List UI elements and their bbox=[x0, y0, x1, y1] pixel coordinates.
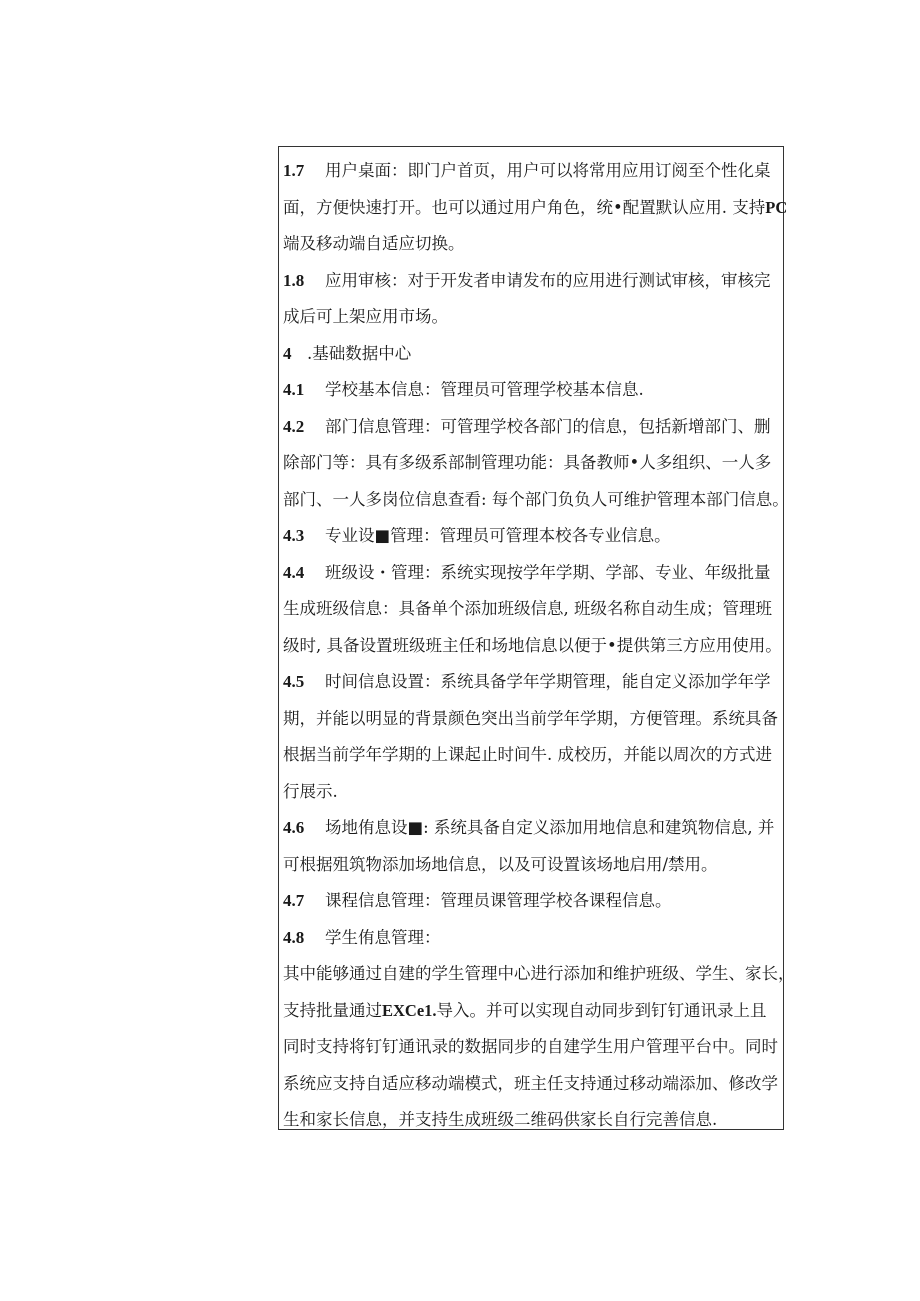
line-text: .基础数据中心 bbox=[307, 343, 412, 363]
text-line bbox=[283, 847, 779, 884]
text-line bbox=[283, 226, 779, 263]
line-text: 支持批量通过 bbox=[283, 1000, 382, 1020]
section-number: 4.1 bbox=[283, 380, 305, 399]
section-number: 4.4 bbox=[283, 562, 305, 582]
section-number: 4.3 bbox=[283, 526, 305, 545]
section-number: 4.5 bbox=[283, 672, 305, 691]
line-bold-text: PC bbox=[765, 197, 788, 217]
text-line bbox=[283, 810, 779, 847]
text-line bbox=[283, 445, 779, 482]
line-text: 面，方便快速打开。也可以通过用户角色，统•配置默认应用. 支持 bbox=[283, 197, 766, 217]
text-line bbox=[283, 190, 788, 227]
line-text: 根据当前学年学期的上课起止时间牛. 成校历，并能以周次的方式进 bbox=[283, 745, 772, 764]
text-line bbox=[283, 336, 779, 373]
line-text: 导入。并可以实现自动同步到钉钉通讯录上且 bbox=[436, 1000, 767, 1020]
line-text: 部门信息管理：可管理学校各部门的信息，包括新增部门、删 bbox=[325, 416, 771, 436]
line-text: 除部门等：具有多级系部制管理功能：具备教师•人多组织、一人多 bbox=[283, 453, 772, 472]
text-line bbox=[283, 591, 779, 628]
text-line bbox=[283, 993, 779, 1030]
line-text: 部门、一人多岗位信息查看: 每个部门负负人可维护管理本部门信息。 bbox=[283, 489, 789, 509]
section-number: 1.8 bbox=[283, 270, 305, 290]
line-text: 级时, 具备设置班级班主任和场地信息以便于•提供第三方应用使用。 bbox=[283, 635, 782, 655]
line-bold-text: EXCe1. bbox=[382, 1000, 437, 1020]
line-text: 同时支持将钉钉通讯录的数据同步的自建学生用户管理平台中。同时 bbox=[283, 1037, 778, 1056]
text-line bbox=[283, 482, 789, 519]
text-line bbox=[283, 956, 795, 993]
line-text: 班级设・管理：系统实现按学年学期、学部、专业、年级批量 bbox=[325, 562, 771, 582]
text-line bbox=[283, 555, 779, 592]
line-text: 端及移动端自适应切换。 bbox=[283, 234, 465, 253]
line-text: 期，并能以明显的背景颜色突出当前学年学期，方便管理。系统具备 bbox=[283, 708, 778, 728]
line-text: 专业设■管理：管理员可管理本校各专业信息。 bbox=[325, 526, 671, 545]
line-text: 应用审核：对于开发者申请发布的应用进行测试审核，审核完 bbox=[325, 270, 771, 290]
section-number: 1.7 bbox=[283, 161, 305, 180]
text-line bbox=[283, 299, 779, 336]
section-number: 4 bbox=[283, 343, 292, 363]
text-line bbox=[283, 409, 779, 446]
document-table-cell bbox=[278, 146, 795, 1130]
text-line bbox=[283, 920, 779, 957]
text-line bbox=[283, 372, 779, 409]
text-line bbox=[283, 774, 779, 811]
text-line bbox=[283, 701, 779, 738]
text-line bbox=[283, 263, 779, 300]
line-text: 其中能够通过自建的学生管理中心进行添加和维护班级、学生、家长， bbox=[283, 964, 795, 983]
section-number: 4.2 bbox=[283, 416, 305, 436]
line-text: 可根据殂筑物添加场地信息，以及可设置该场地启用/禁用。 bbox=[283, 854, 718, 874]
text-line bbox=[283, 1066, 779, 1103]
text-line bbox=[283, 737, 779, 774]
line-text: 生成班级信息：具备单个添加班级信息, 班级名称自动生成；管理班 bbox=[283, 599, 772, 618]
section-number: 4.8 bbox=[283, 927, 305, 947]
line-text: 成后可上架应用市场。 bbox=[283, 307, 448, 326]
line-text: 学生侑息管理： bbox=[325, 927, 441, 947]
text-line bbox=[283, 628, 782, 665]
line-text: 场地侑息设■: 系统具备自定义添加用地信息和建筑物信息, 并 bbox=[325, 818, 775, 837]
text-line bbox=[283, 1029, 779, 1066]
section-number: 4.6 bbox=[283, 818, 305, 837]
line-text: 生和家长信息，并支持生成班级二维码供家长自行完善信息. bbox=[283, 1110, 718, 1129]
text-line bbox=[283, 1102, 779, 1139]
section-number: 4.7 bbox=[283, 891, 305, 910]
text-line bbox=[283, 153, 779, 190]
line-text: 行展示. bbox=[283, 781, 338, 801]
line-text: 课程信息管理：管理员课管理学校各课程信息。 bbox=[325, 891, 672, 910]
line-text: 用户桌面：即门户首页，用户可以将常用应用订阅至个性化桌 bbox=[325, 161, 771, 180]
text-line bbox=[283, 883, 779, 920]
line-text: 时间信息设置：系统具备学年学期管理，能自定义添加学年学 bbox=[325, 672, 771, 691]
text-line bbox=[283, 518, 779, 555]
line-text: 系统应支持自适应移动端模式，班主任支持通过移动端添加、修改学 bbox=[283, 1073, 778, 1093]
text-line bbox=[283, 664, 779, 701]
line-text: 学校基本信息：管理员可管理学校基本信息. bbox=[325, 380, 644, 399]
